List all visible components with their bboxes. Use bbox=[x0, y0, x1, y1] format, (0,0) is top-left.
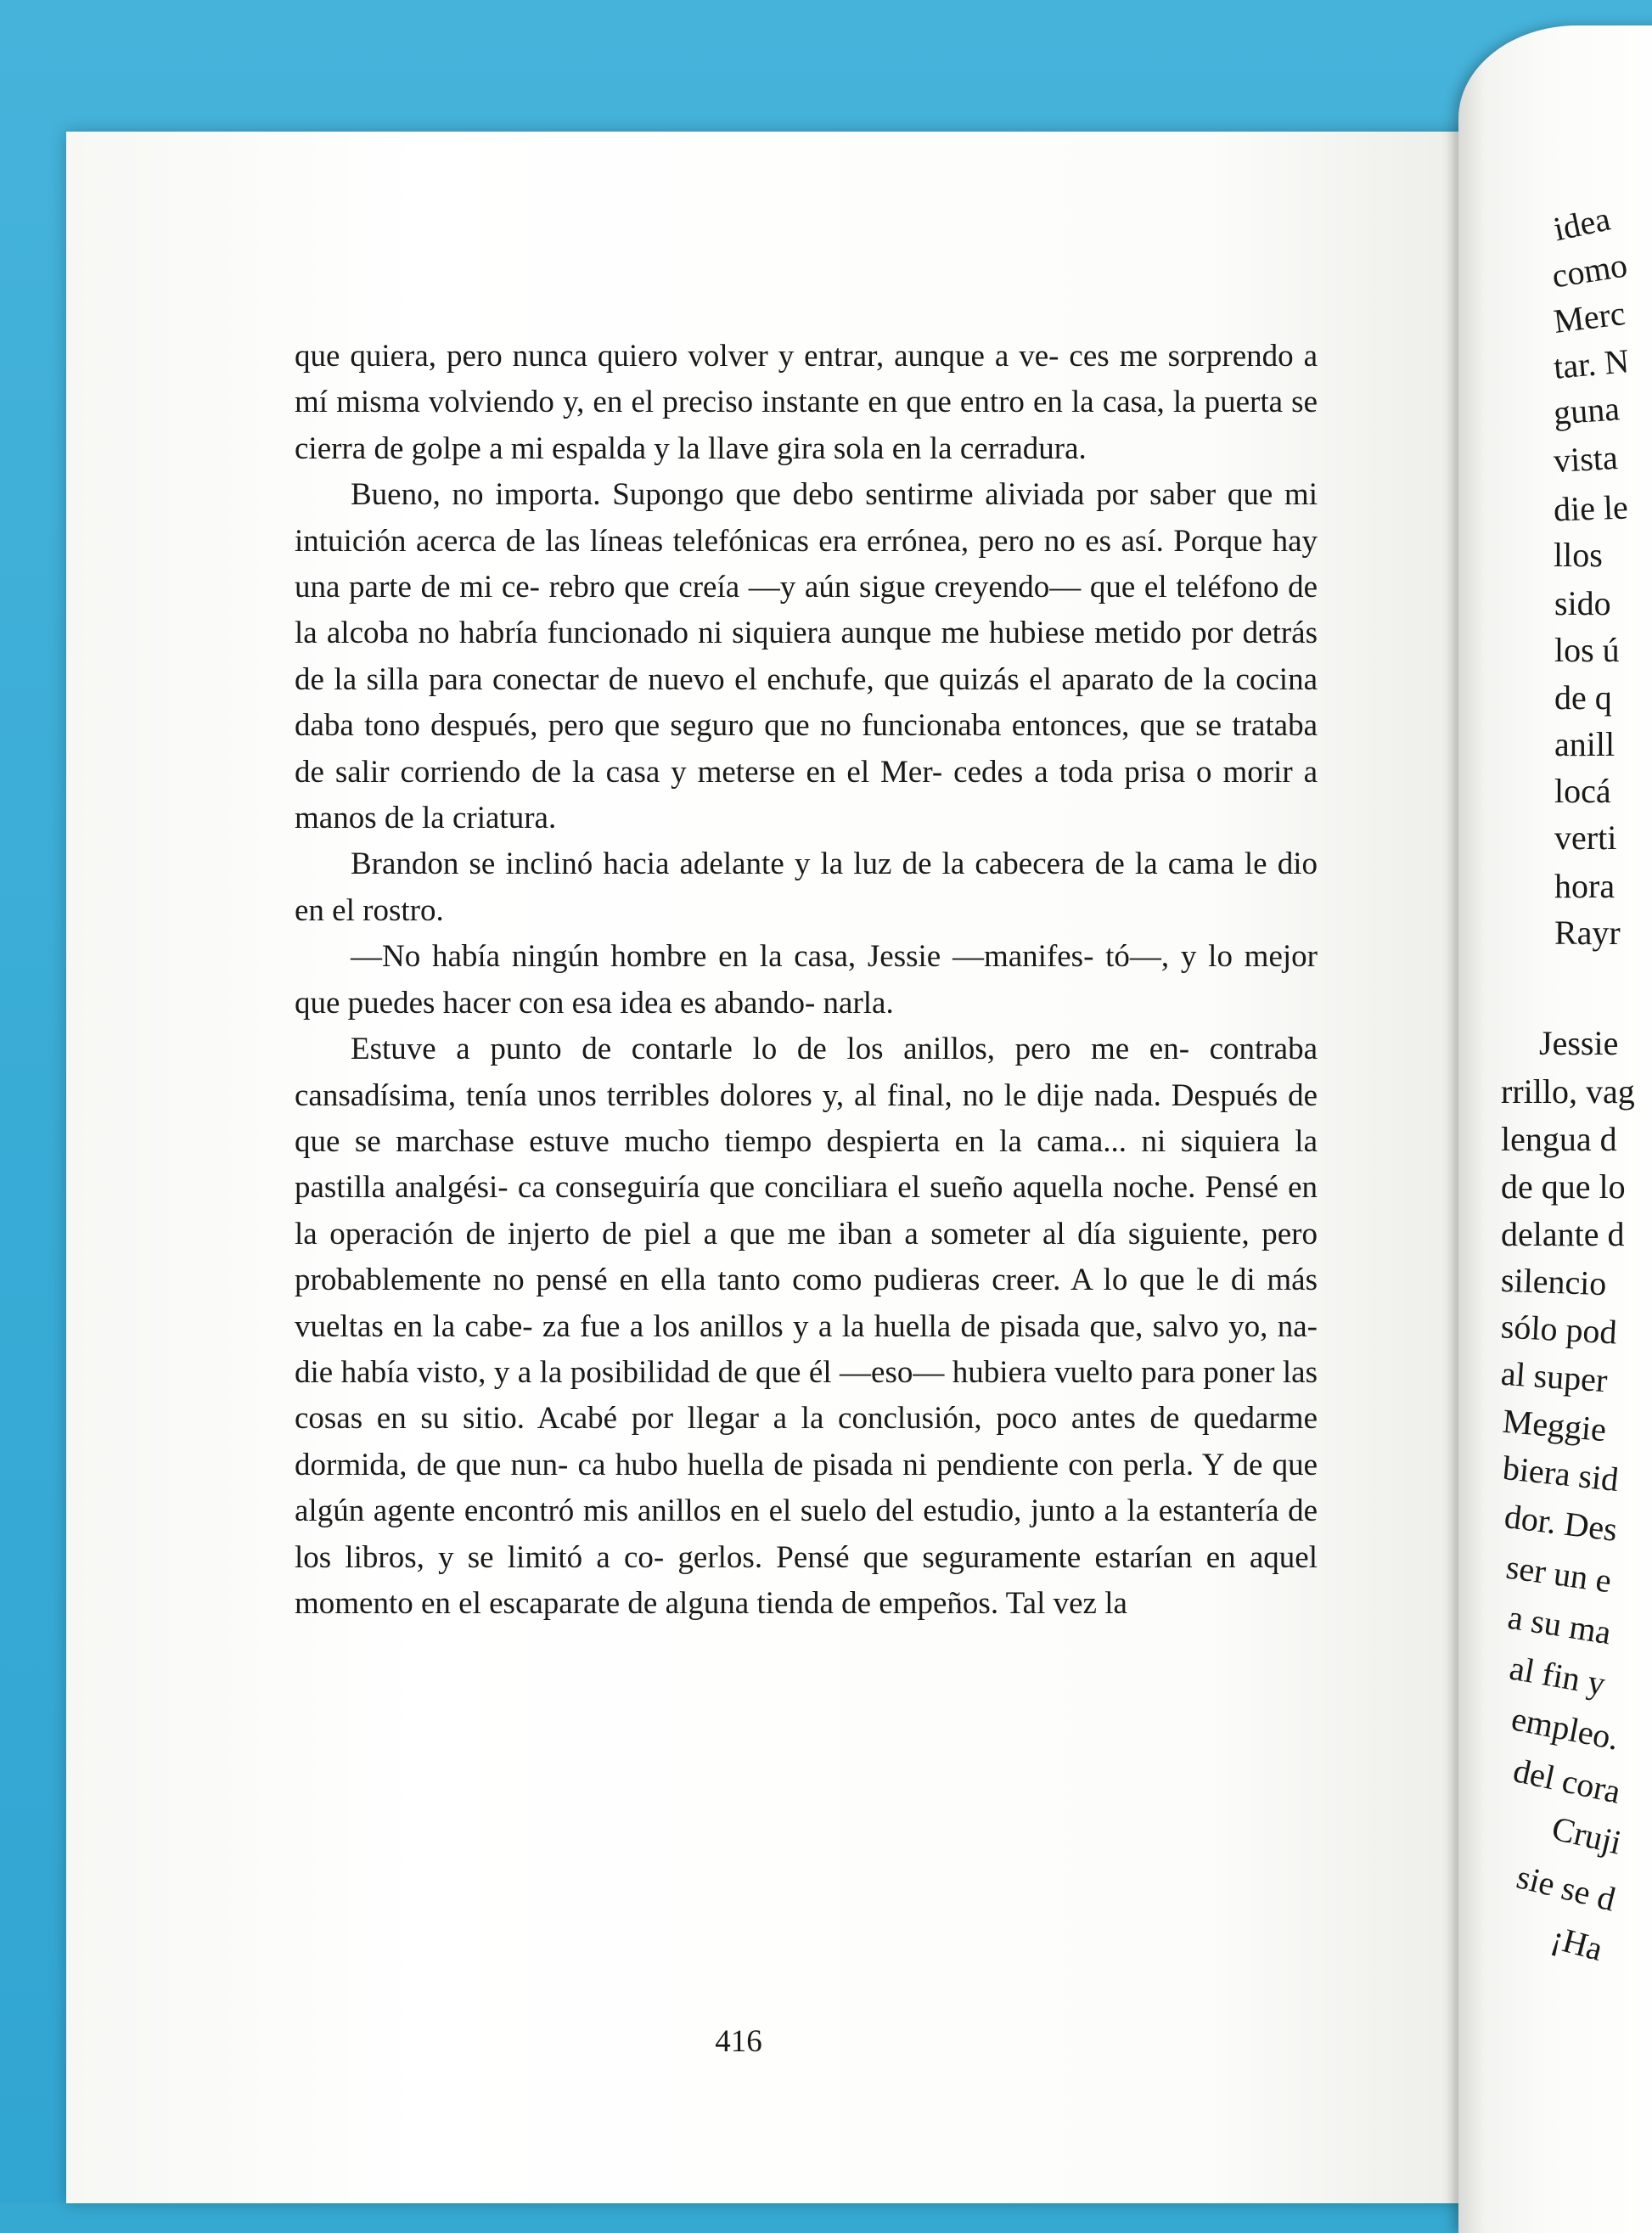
right-fragment: lengua d bbox=[1501, 1120, 1617, 1158]
right-fragment: llos bbox=[1554, 536, 1603, 574]
right-page bbox=[1458, 25, 1652, 2233]
right-fragment: sólo pod bbox=[1499, 1307, 1618, 1352]
right-fragment: al fin y bbox=[1506, 1648, 1609, 1703]
right-fragment: Rayr bbox=[1554, 914, 1621, 952]
right-fragment: verti bbox=[1554, 818, 1617, 857]
right-fragment: rrillo, vag bbox=[1501, 1072, 1635, 1111]
right-fragment: anill bbox=[1554, 725, 1615, 763]
page-number: 416 bbox=[715, 2024, 762, 2059]
right-fragment: delante d bbox=[1501, 1215, 1625, 1253]
right-fragment: sido bbox=[1554, 584, 1611, 622]
right-fragment: idea bbox=[1550, 199, 1614, 249]
right-fragment: locá bbox=[1554, 772, 1611, 810]
body-text bbox=[295, 334, 1318, 1627]
right-fragment: los ú bbox=[1554, 631, 1620, 669]
right-fragment: biera sid bbox=[1501, 1448, 1621, 1499]
right-fragment: Merc bbox=[1551, 294, 1627, 340]
right-fragment: dor. Des bbox=[1502, 1497, 1620, 1549]
right-fragment: die le bbox=[1553, 487, 1629, 529]
right-fragment: Meggie bbox=[1501, 1401, 1608, 1449]
right-fragment: a su ma bbox=[1505, 1597, 1614, 1652]
paragraph-2: Bueno, no importa. Supongo que debo sentirme aliviada por saber que mi intuición acerca de las líneas telefónicas era errónea, pero no es así. Porque hay una parte de mi ce- rebro que creía —y aún sigue creyendo— que el teléfono de la alcoba no habría funcionado ni siquiera aunque me hubiese metido por detrás de la silla para conectar de nuevo el enchufe, que quizás el aparato de la cocina daba tono después, pero que seguro que no funcionaba entonces, que se trataba de salir corriendo de la casa y meterse en el Mer- cedes a toda prisa o morir a manos de la criatura. bbox=[295, 477, 1318, 836]
paragraph-4: —No había ningún hombre en la casa, Jessie —manifes- tó—, y lo mejor que puedes hacer con esa idea es abando- narla. bbox=[295, 939, 1318, 1021]
right-fragment: al super bbox=[1499, 1353, 1609, 1400]
right-fragment: del cora bbox=[1509, 1751, 1624, 1811]
right-fragment: silencio bbox=[1500, 1260, 1608, 1303]
right-fragment: como bbox=[1549, 245, 1630, 295]
paragraph-1: que quiera, pero nunca quiero volver y entrar, aunque a ve- ces me sorprendo a mí misma volviendo y, en el preciso instante en que entro en la casa, la puerta se cierra de golpe a mi espalda y la llave gira sola en la cerradura. bbox=[295, 339, 1318, 466]
paragraph-5: Estuve a punto de contarle lo de los anillos, pero me en- contraba cansadísima, tenía unos terribles dolores y, al final, no le dije nada. Después de que se marchase estuve mucho tiempo despierta en la cama... ni siquiera la pastilla analgési- ca conseguiría que conciliara el sueño aquella noche. Pensé en la operación de injerto de piel a que me iban a someter al día siguiente, pero probablemente no pensé en ella tanto como pudieras creer. A lo que le di más vueltas en la cabe- za fue a los anillos y a la huella de pisada que, salvo yo, na- die había visto, y a la posibilidad de que él —eso— hubiera vuelto para poner las cosas en su sitio. Acabé por llegar a la conclusión, poco antes de quedarme dormida, de que nun- ca hubo huella de pisada ni pendiente con perla. Y de que algún agente encontró mis anillos en el suelo del estudio, junto a la estantería de los libros, y se limitó a co- gerlos. Pensé que seguramente estarían en aquel momento en el escaparate de alguna tienda de empeños. Tal vez la bbox=[295, 1032, 1318, 1621]
right-fragment: ¡Ha bbox=[1548, 1918, 1607, 1968]
right-fragment: de que lo bbox=[1501, 1167, 1626, 1206]
right-fragment: hora bbox=[1554, 867, 1615, 905]
right-fragment: empleo. bbox=[1508, 1699, 1622, 1758]
right-fragment: guna bbox=[1552, 389, 1621, 432]
right-fragment: ser un e bbox=[1503, 1547, 1614, 1600]
right-fragment: tar. N bbox=[1552, 341, 1631, 386]
right-fragment: vista bbox=[1552, 438, 1619, 480]
right-fragment: de q bbox=[1554, 678, 1612, 717]
right-fragment: Cruji bbox=[1548, 1808, 1626, 1862]
paragraph-3: Brandon se inclinó hacia adelante y la luz de la cabecera de la cama le dio en el rostro. bbox=[295, 847, 1318, 928]
right-fragment: sie se d bbox=[1513, 1857, 1620, 1919]
right-fragment: Jessie bbox=[1539, 1024, 1619, 1062]
